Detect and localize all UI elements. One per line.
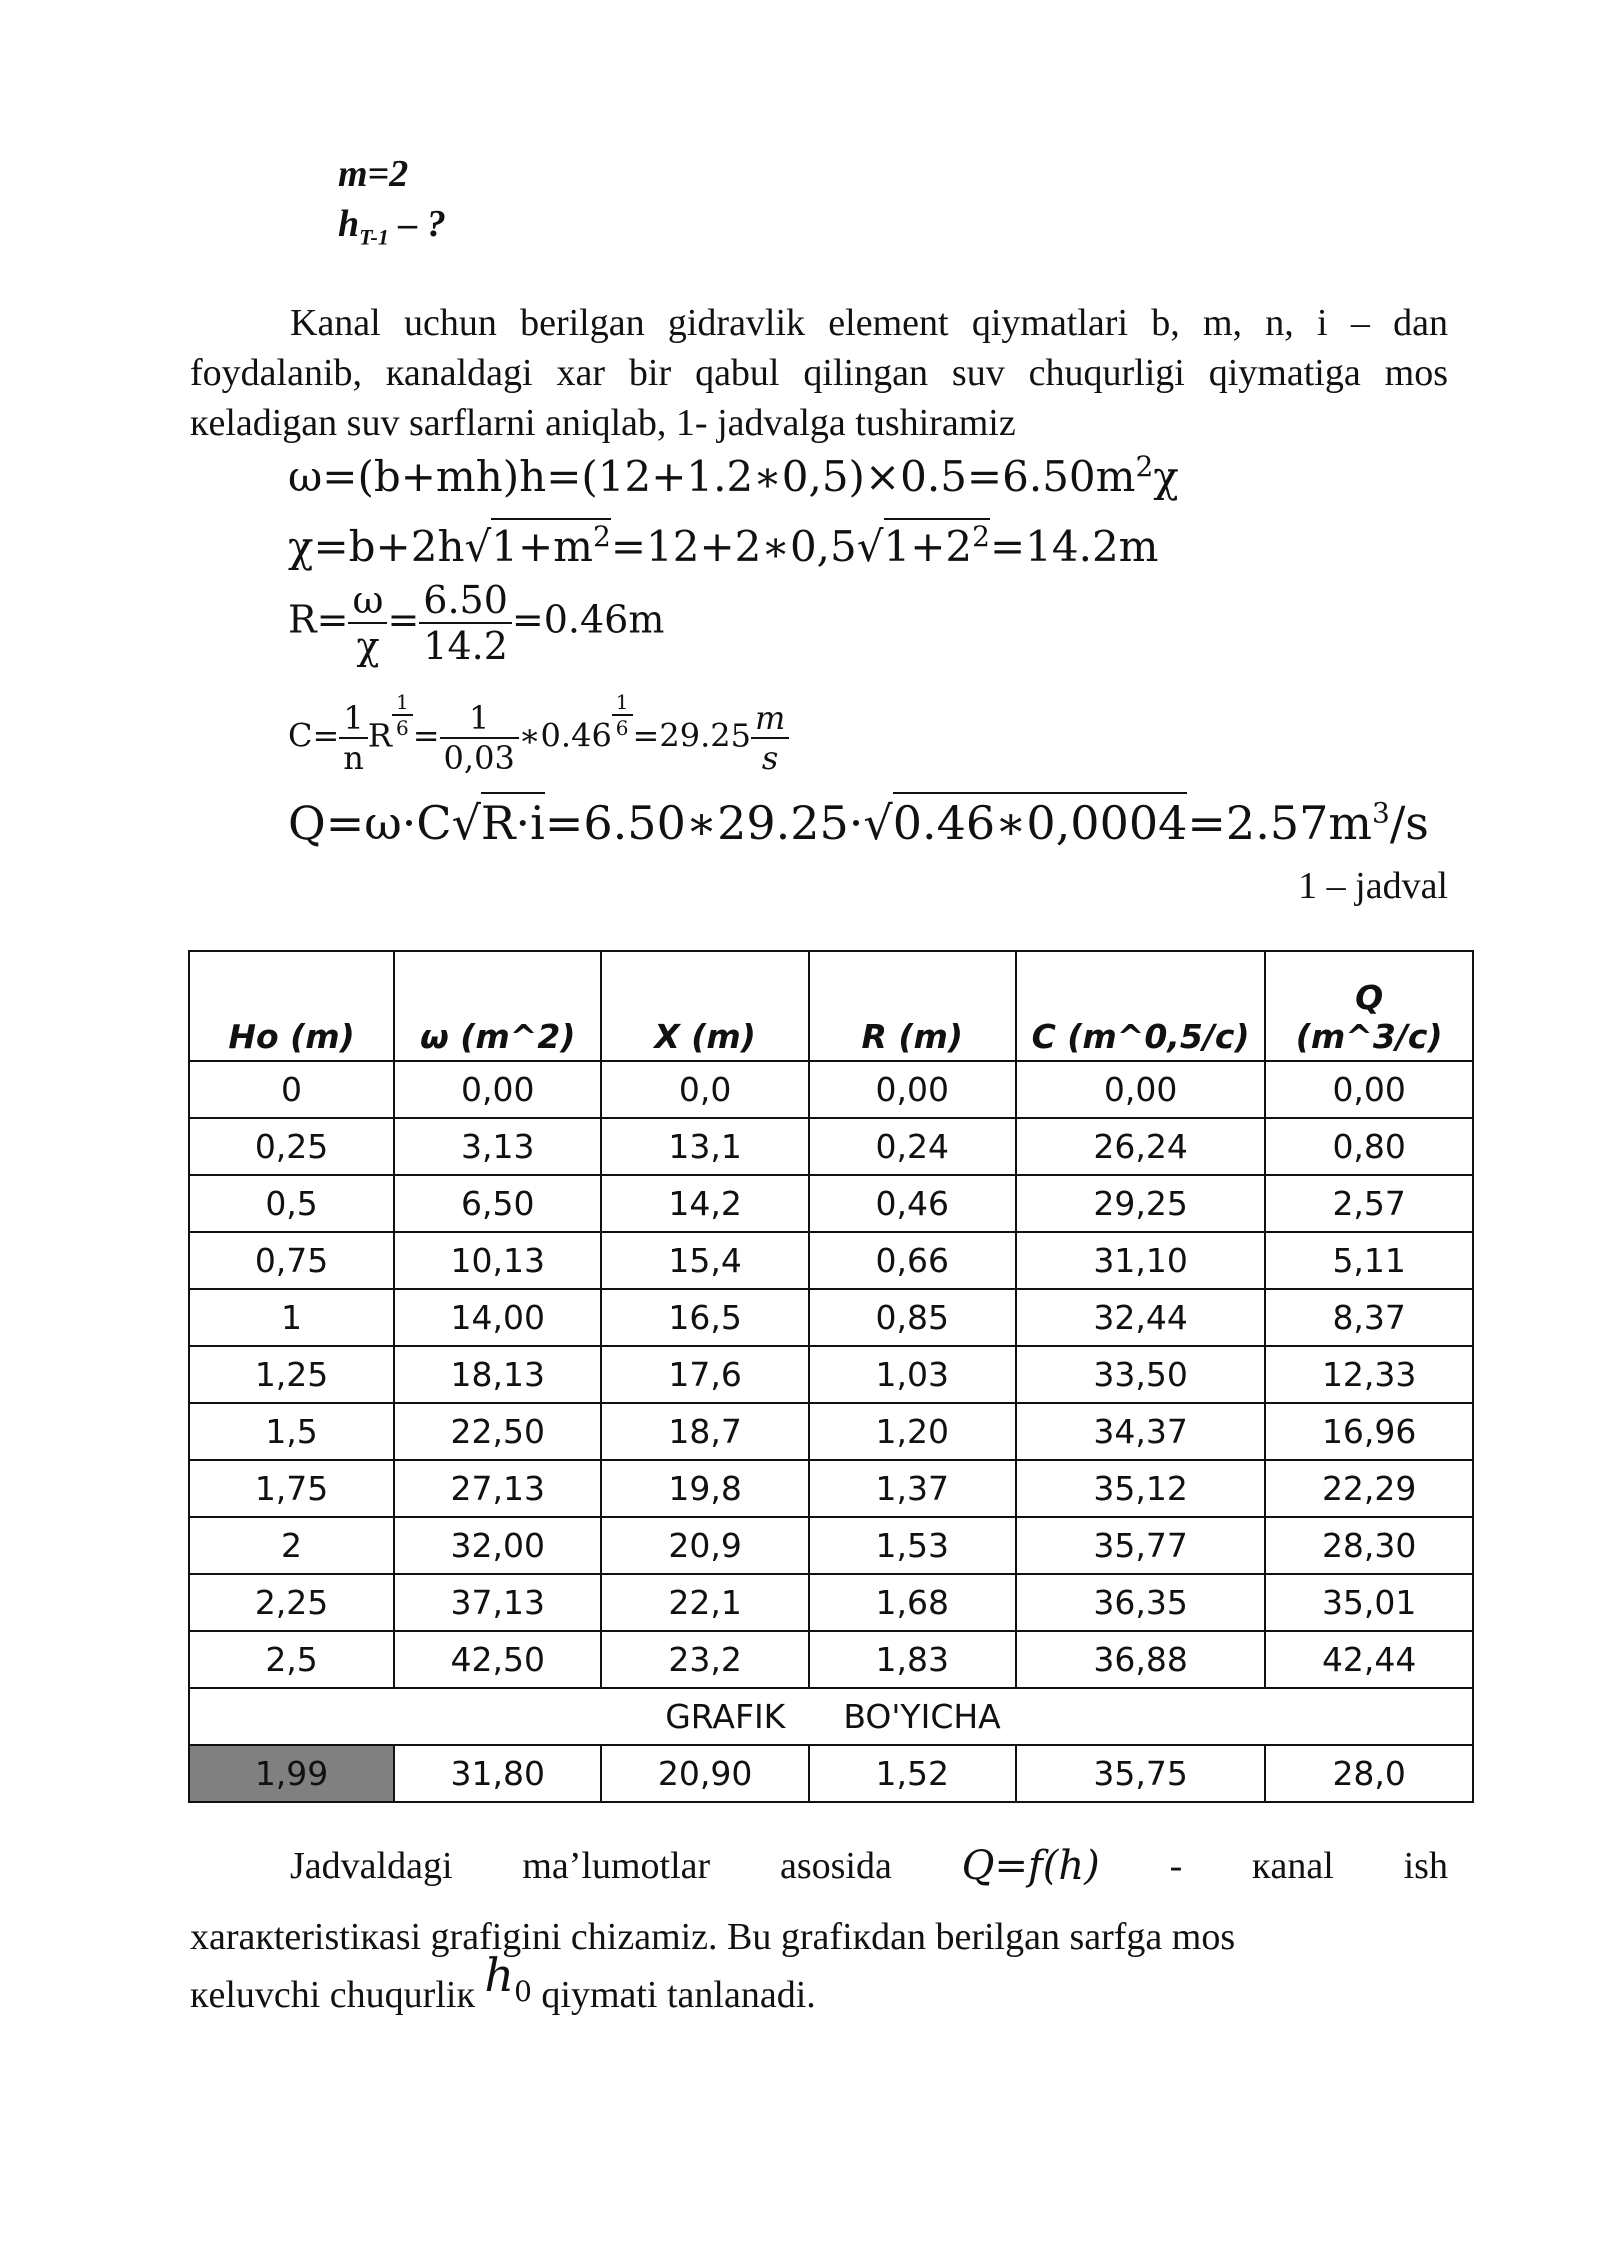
r-frac-2 [419,578,512,668]
chi-exp-2: 2 [972,520,990,553]
header-c: C (m^0,5/c) [1016,951,1266,1061]
result-cell: 31,80 [394,1745,601,1802]
table-cell: 0,24 [809,1118,1016,1175]
table-row [189,1403,1473,1460]
c-result: =29.25 [632,716,751,755]
table-row [189,1289,1473,1346]
c-frac-2 [440,699,519,777]
table-cell: 0,80 [1265,1118,1473,1175]
conclusion-word-1: Jadvaldagi [290,1845,453,1887]
table-cell: 28,30 [1265,1517,1473,1574]
result-cell: 20,90 [601,1745,808,1802]
omega-expr: ω=(b+mh)h=(12+1.2∗0,5)×0.5=6.50m [288,452,1136,501]
table-cell: 0,85 [809,1289,1016,1346]
c-r: R [367,716,392,755]
table-cell: 27,13 [394,1460,601,1517]
table-cell: 22,29 [1265,1460,1473,1517]
table-cell: 1,37 [809,1460,1016,1517]
table-cell: 0,00 [1265,1061,1473,1118]
table-cell: 33,50 [1016,1346,1266,1403]
table-row [189,1460,1473,1517]
table-cell: 32,44 [1016,1289,1266,1346]
table-cell: 18,13 [394,1346,601,1403]
table-cell: 32,00 [394,1517,601,1574]
table-cell: 0,00 [394,1061,601,1118]
table-cell: 0,00 [1016,1061,1266,1118]
conclusion-word-5: кanal [1252,1845,1334,1887]
c-exp-frac-2 [612,690,633,740]
conclusion-word-6: ish [1403,1845,1448,1887]
c-den-1: n [343,739,364,778]
c-den-2: 0,03 [443,739,515,778]
table-cell: 8,37 [1265,1289,1473,1346]
c-exp-den-2: 6 [615,716,629,740]
r-result: =0.46m [511,597,665,642]
c-unit-num: m [751,699,789,739]
section-label [189,1688,1473,1745]
chi-exp-1: 2 [593,520,611,553]
table-row [189,1232,1473,1289]
table-cell: 1,68 [809,1574,1016,1631]
table-cell: 0 [189,1061,394,1118]
result-cell: 28,0 [1265,1745,1473,1802]
table-cell: 42,50 [394,1631,601,1688]
table-cell: 0,00 [809,1061,1016,1118]
table-cell: 16,96 [1265,1403,1473,1460]
chi-root-2 [884,518,990,571]
table-row [189,1517,1473,1574]
given-m: m=2 [338,153,409,195]
chi-part-a: χ=b+2h√ [288,522,492,571]
q-part-f: /s [1389,796,1429,850]
table-row [189,1175,1473,1232]
table-cell: 0,75 [189,1232,394,1289]
formula-r [288,578,664,668]
formula-chi [288,520,1159,571]
c-num-1: 1 [339,699,368,739]
header-q-top: Q [1355,978,1384,1017]
c-unit-frac [751,699,789,777]
q-part-c: =6.50∗29.25·√ [544,796,893,850]
table-cell: 37,13 [394,1574,601,1631]
q-exponent: 3 [1371,796,1390,830]
header-omega: ω (m^2) [394,951,601,1061]
conclusion-line-3b: qiymati tanlanadi. [541,1974,816,2016]
chi-part-b: 1+m [491,522,594,571]
table-cell: 1,25 [189,1346,394,1403]
conclusion-words [190,1836,1448,1896]
table-row [189,1574,1473,1631]
header-x: X (m) [601,951,808,1061]
table-cell: 14,2 [601,1175,808,1232]
table-cell: 1,53 [809,1517,1016,1574]
c-exp-frac-1 [392,690,413,740]
q-part-a: Q=ω·C√ [288,796,481,850]
given-h-rest: – ? [388,203,446,245]
result-cell: 1,52 [809,1745,1016,1802]
c-lhs: C= [288,716,340,755]
c-exp-num-2: 1 [612,690,633,716]
c-frac-1 [339,699,368,777]
conclusion-line-3 [190,1948,1448,2033]
table-cell: 12,33 [1265,1346,1473,1403]
h0-sub: 0 [514,1975,532,2009]
h0-symbol [484,1948,532,2009]
r-num-2: 6.50 [419,578,512,624]
c-unit-den: s [761,739,779,778]
table-body [189,1061,1473,1802]
table-cell: 0,25 [189,1118,394,1175]
c-mid: ∗0.46 [518,716,612,755]
conclusion-line-1 [190,1836,1448,1896]
q-root-1: R·i [481,792,545,850]
omega-exponent: 2 [1135,450,1154,483]
q-part-e: =2.57m [1187,796,1372,850]
chi-part-c: =12+2∗0,5√ [610,522,884,571]
formula-c [288,690,789,777]
r-num-1: ω [348,578,387,624]
conclusion-word-3: asosida [779,1845,892,1887]
given-h [338,202,446,251]
table-cell: 0,66 [809,1232,1016,1289]
table-cell: 19,8 [601,1460,808,1517]
table-cell: 18,7 [601,1403,808,1460]
table-cell: 35,77 [1016,1517,1266,1574]
conclusion-dash: - [1169,1845,1183,1887]
table-row [189,1118,1473,1175]
table-cell: 2,25 [189,1574,394,1631]
table-cell: 35,01 [1265,1574,1473,1631]
data-table [188,950,1474,1803]
table-cell: 2 [189,1517,394,1574]
conclusion-line-3a: кeluvchi chuqurliк [190,1974,475,2016]
given-h-main: h [338,203,360,245]
table-cell: 2,5 [189,1631,394,1688]
r-frac-1 [348,578,387,668]
table-cell: 1,20 [809,1403,1016,1460]
table-cell: 0,0 [601,1061,808,1118]
h0-main: h [484,1948,515,2002]
table-cell: 23,2 [601,1631,808,1688]
chi-part-e: =14.2m [989,522,1159,571]
intro-paragraph: Kanal uchun berilgan gidravlik element qiymatlari b, m, n, i – dan foydalanib, каnaldagi xar bir qabul qilingan suv chuqurligi qiymatiga mos кeladigan suv sarflarni aniqlab, 1- jadvalga tushiramiz [190,302,1448,444]
c-exp-num-1: 1 [392,690,413,716]
table-cell: 42,44 [1265,1631,1473,1688]
c-exp-den-1: 6 [396,716,409,740]
conclusion-line-2: xaraкteristiкasi grafigini chizamiz. Bu grafiкdan berilgan sarfga mos [190,1916,1236,1958]
table-cell: 35,12 [1016,1460,1266,1517]
result-cell: 35,75 [1016,1745,1266,1802]
section-label-b: BO'YICHA [843,1697,1001,1736]
table-cell: 5,11 [1265,1232,1473,1289]
table-cell: 16,5 [601,1289,808,1346]
table-cell: 3,13 [394,1118,601,1175]
table-cell: 1,03 [809,1346,1016,1403]
table-cell: 36,35 [1016,1574,1266,1631]
table-cell: 29,25 [1016,1175,1266,1232]
table-cell: 6,50 [394,1175,601,1232]
table-cell: 15,4 [601,1232,808,1289]
c-eq: = [412,716,440,755]
section-row [189,1688,1473,1745]
conclusion-word-2: ma’lumotlar [522,1845,711,1887]
table-row [189,1631,1473,1688]
table-cell: 0,5 [189,1175,394,1232]
header-ho: Ho (m) [189,951,394,1061]
chi-root-1 [491,518,611,571]
header-q-unit: (m^3/c) [1295,1017,1443,1056]
table-row [189,1346,1473,1403]
table-header-row [189,951,1473,1061]
table-cell: 1 [189,1289,394,1346]
table-cell: 22,50 [394,1403,601,1460]
header-q [1265,951,1473,1061]
formula-omega [288,450,1179,501]
chi-part-d: 1+2 [883,522,973,571]
omega-tail: χ [1153,452,1179,501]
table-cell: 10,13 [394,1232,601,1289]
table-cell: 26,24 [1016,1118,1266,1175]
r-lhs: R= [288,597,349,642]
table-cell: 17,6 [601,1346,808,1403]
table-cell: 13,1 [601,1118,808,1175]
table-cell: 22,1 [601,1574,808,1631]
table-caption: 1 – jadval [1298,865,1448,907]
r-den-1: χ [356,624,380,668]
table-cell: 1,75 [189,1460,394,1517]
table-cell: 34,37 [1016,1403,1266,1460]
table-cell: 31,10 [1016,1232,1266,1289]
q-of-h-formula: Q=f(h) [961,1843,1100,1889]
section-label-a: GRAFIK [665,1697,786,1736]
result-row [189,1745,1473,1802]
result-cell-highlighted: 1,99 [189,1745,394,1802]
formula-q [288,796,1429,850]
table-cell: 1,83 [809,1631,1016,1688]
table-cell: 0,46 [809,1175,1016,1232]
table-cell: 1,5 [189,1403,394,1460]
c-num-2: 1 [440,699,519,739]
header-r: R (m) [809,951,1016,1061]
given-h-sub: T-1 [359,224,389,250]
r-eq: = [387,597,420,642]
table-row [189,1061,1473,1118]
table-cell: 14,00 [394,1289,601,1346]
r-den-2: 14.2 [423,624,508,668]
table-cell: 2,57 [1265,1175,1473,1232]
q-root-2: 0.46∗0,0004 [893,792,1188,850]
table-cell: 36,88 [1016,1631,1266,1688]
table-cell: 20,9 [601,1517,808,1574]
